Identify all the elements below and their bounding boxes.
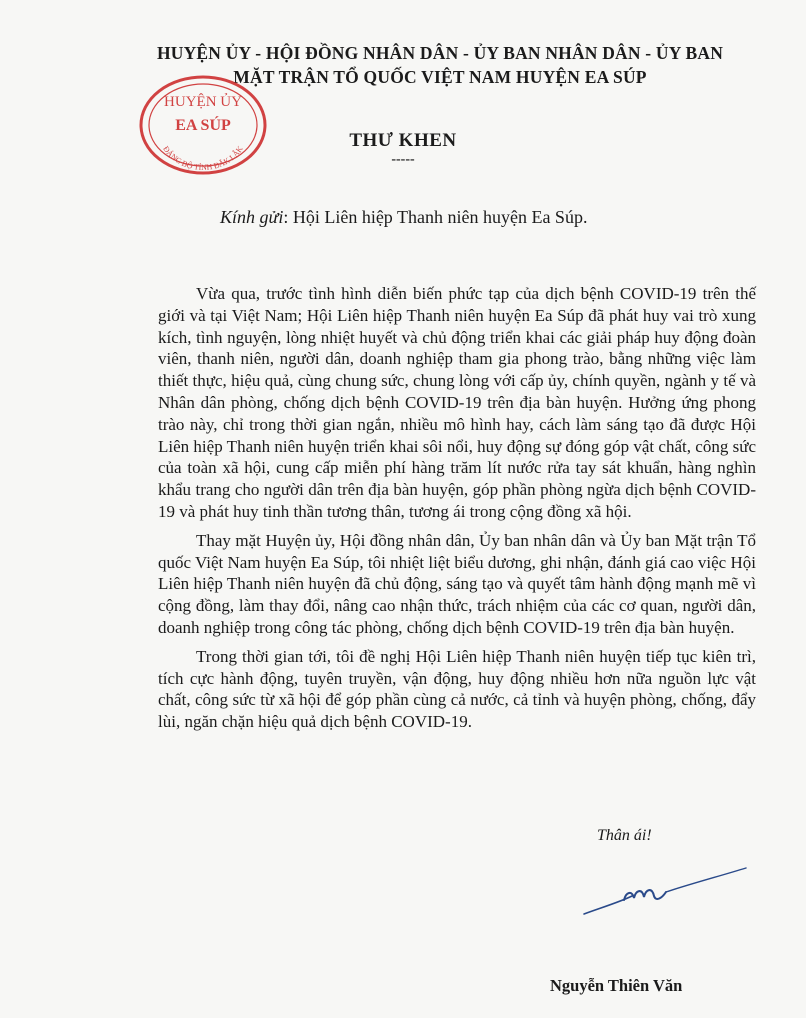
title-underline: -----: [391, 152, 415, 167]
seal-text-top: HUYỆN ỦY: [164, 94, 242, 110]
signer-name: Nguyễn Thiên Văn: [550, 976, 683, 995]
closing-phrase: Thân ái!: [597, 827, 652, 844]
header-line-2: MẶT TRẬN TỔ QUỐC VIỆT NAM HUYỆN EA SÚP: [233, 67, 647, 87]
paragraph-2: Thay mặt Huyện ủy, Hội đồng nhân dân, Ủy ban nhân dân và Ủy ban Mặt trận Tổ quốc Việt Nam huyện Ea Súp, tôi nhiệt liệt biểu dương, ghi nhận, đánh giá cao việc Hội Liên hiệp Thanh niên huyện đã chủ động, sáng tạo và quyết tâm hành động mạnh mẽ vì cộng đồng, làm thay đổi, nâng cao nhận thức, trách nhiệm của các cơ quan, người dân, doanh nghiệp trong công tác phòng, chống dịch bệnh COVID-19 trên địa bàn huyện.: [158, 530, 756, 637]
header-line-1: HUYỆN ỦY - HỘI ĐỒNG NHÂN DÂN - ỦY BAN NHÂN DÂN - ỦY BAN: [156, 43, 724, 63]
salutation-label: Kính gửi: [220, 207, 284, 227]
letter-body: [158, 283, 756, 740]
seal-text-center: EA SÚP: [175, 117, 231, 134]
salutation: [220, 207, 587, 228]
seal-text-ring: ĐẢNG BỘ TỈNH ĐẮK LẮK: [161, 144, 245, 173]
paragraph-1: Vừa qua, trước tình hình diễn biến phức tạp của dịch bệnh COVID-19 trên thế giới và tại Việt Nam; Hội Liên hiệp Thanh niên huyện Ea Súp đã phát huy vai trò xung kích, tình nguyện, lòng nhiệt huyết và chủ động triển khai các giải pháp huy động đoàn viên, thanh niên, người dân, doanh nghiệp tham gia phong trào, bằng những việc làm thiết thực, hiệu quả, cùng chung sức, chung lòng với cấp ủy, chính quyền, ngành y tế và Nhân dân phòng, chống dịch bệnh COVID-19 trên địa bàn huyện. Hưởng ứng phong trào này, chỉ trong thời gian ngắn, nhiều mô hình hay, cách làm sáng tạo đã được Hội Liên hiệp Thanh niên huyện triển khai sôi nổi, huy động sự đóng góp vật chất, công sức của toàn xã hội, cung cấp miễn phí hàng trăm lít nước rửa tay sát khuẩn, hàng nghìn khẩu trang cho người dân trên địa bàn huyện, góp phần phòng ngừa dịch bệnh COVID-19 và phát huy tinh thần tương thân, tương ái trong cộng đồng xã hội.: [158, 284, 756, 521]
salutation-recipient: : Hội Liên hiệp Thanh niên huyện Ea Súp.: [283, 207, 588, 227]
paragraph-3: Trong thời gian tới, tôi đề nghị Hội Liên hiệp Thanh niên huyện tiếp tục kiên trì, tích cực hành động, tuyên truyền, vận động, huy động nhiều hơn nữa nguồn lực vật chất, công sức từ xã hội để góp phần cùng cả nước, cả tỉnh và huyện phòng, chống, đẩy lùi, ngăn chặn hiệu quả dịch bệnh COVID-19.: [158, 646, 756, 732]
page-title: THƯ KHEN: [349, 130, 457, 151]
handwritten-signature-icon: [580, 862, 750, 922]
